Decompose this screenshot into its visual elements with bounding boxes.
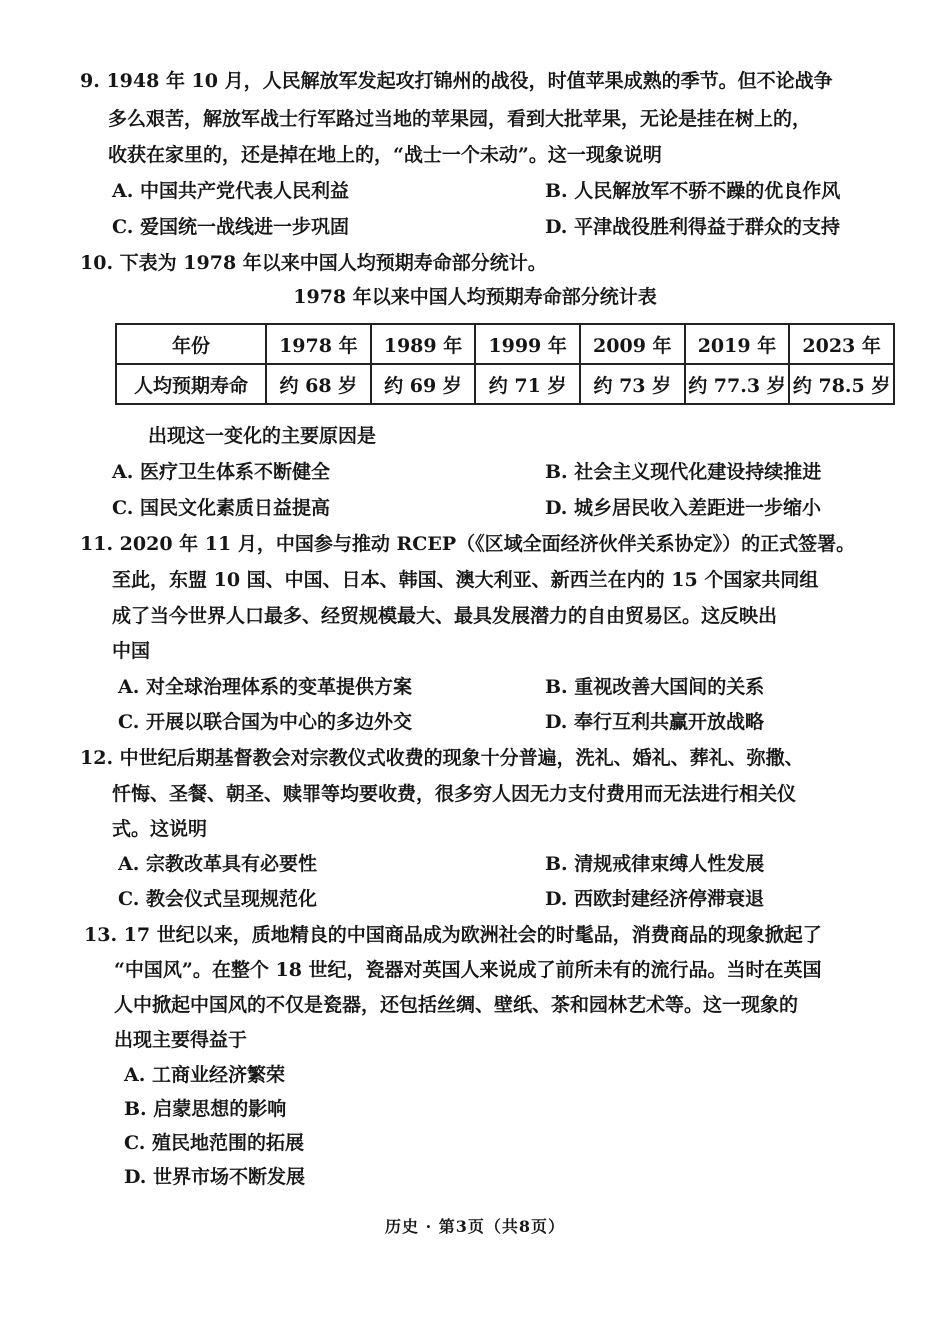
table-value-cell: 约 77.3 岁 [685, 364, 790, 404]
table-year-cell: 2009 年 [580, 324, 685, 364]
q11-option-c: C. 开展以联合国为中心的多边外交 [118, 711, 413, 733]
q13-option-a: A. 工商业经济繁荣 [124, 1064, 285, 1086]
q10-option-d: D. 城乡居民收入差距进一步缩小 [545, 497, 822, 519]
table-year-cell: 2019 年 [685, 324, 790, 364]
q10-option-a: A. 医疗卫生体系不断健全 [112, 461, 330, 483]
q12-option-c: C. 教会仪式呈现规范化 [118, 888, 318, 910]
life-expectancy-table [115, 323, 895, 405]
q13-option-b: B. 启蒙思想的影响 [124, 1098, 287, 1120]
table-title: 1978 年以来中国人均预期寿命部分统计表 [293, 286, 657, 308]
q13-line-1: 13. 17 世纪以来，质地精良的中国商品成为欧洲社会的时髦品，消费商品的现象掀起了 [84, 924, 822, 946]
table-value-cell: 约 68 岁 [266, 364, 371, 404]
q12-line-1: 12. 中世纪后期基督教会对宗教仪式收费的现象十分普遍，洗礼、婚礼、葬礼、弥撒、 [80, 747, 804, 769]
q13-line-2: “中国风”。在整个 18 世纪，瓷器对英国人来说成了前所未有的流行品。当时在英国 [114, 959, 822, 981]
q11-option-a: A. 对全球治理体系的变革提供方案 [118, 676, 412, 698]
q11-line-3: 成了当今世界人口最多、经贸规模最大、最具发展潜力的自由贸易区。这反映出 [112, 605, 778, 627]
q12-option-a: A. 宗教改革具有必要性 [118, 853, 317, 875]
q11-line-4: 中国 [112, 640, 151, 662]
q9-line-1: 9. 1948 年 10 月，人民解放军发起攻打锦州的战役，时值苹果成熟的季节。但不论战争 [80, 70, 833, 92]
q13-line-3: 人中掀起中国风的不仅是瓷器，还包括丝绸、壁纸、茶和园林艺术等。这一现象的 [114, 994, 799, 1016]
q11-line-1: 11. 2020 年 11 月，中国参与推动 RCEP（《区域全面经济伙伴关系协定》）的正式签署。 [80, 533, 856, 555]
q9-line-2: 多么艰苦，解放军战士行军路过当地的苹果园，看到大批苹果，无论是挂在树上的， [108, 108, 812, 130]
q12-option-b: B. 清规戒律束缚人性发展 [545, 853, 765, 875]
table-header-label: 年份 [116, 324, 266, 364]
table-value-cell: 约 73 岁 [580, 364, 685, 404]
table-year-cell: 1989 年 [371, 324, 476, 364]
table-value-cell: 约 71 岁 [475, 364, 580, 404]
q9-option-a: A. 中国共产党代表人民利益 [112, 180, 349, 202]
q10-question: 出现这一变化的主要原因是 [148, 425, 377, 447]
table-year-cell: 2023 年 [789, 324, 894, 364]
q10-option-b: B. 社会主义现代化建设持续推进 [545, 461, 822, 483]
table-value-cell: 约 69 岁 [371, 364, 476, 404]
q9-line-3: 收获在家里的，还是掉在地上的，“战士一个未动”。这一现象说明 [108, 144, 662, 166]
q12-line-3: 式。这说明 [112, 818, 208, 840]
q10-option-c: C. 国民文化素质日益提高 [112, 497, 331, 519]
table-value-row [116, 364, 894, 404]
q12-option-d: D. 西欧封建经济停滞衰退 [545, 888, 765, 910]
q13-line-4: 出现主要得益于 [114, 1029, 248, 1051]
q10-stem: 10. 下表为 1978 年以来中国人均预期寿命部分统计。 [80, 252, 547, 274]
q11-line-2: 至此，东盟 10 国、中国、日本、韩国、澳大利亚、新西兰在内的 15 个国家共同组 [112, 569, 819, 591]
table-value-cell: 约 78.5 岁 [789, 364, 894, 404]
q11-option-b: B. 重视改善大国间的关系 [545, 676, 765, 698]
q11-option-d: D. 奉行互利共赢开放战略 [545, 711, 765, 733]
q13-option-d: D. 世界市场不断发展 [124, 1166, 306, 1188]
table-row-label: 人均预期寿命 [116, 364, 266, 404]
q12-line-2: 忏悔、圣餐、朝圣、赎罪等均要收费，很多穷人因无力支付费用而无法进行相关仪 [112, 783, 797, 805]
table-year-cell: 1999 年 [475, 324, 580, 364]
q13-option-c: C. 殖民地范围的拓展 [124, 1132, 305, 1154]
q9-option-c: C. 爱国统一战线进一步巩固 [112, 216, 350, 238]
q9-option-b: B. 人民解放军不骄不躁的优良作风 [545, 180, 841, 202]
q9-option-d: D. 平津战役胜利得益于群众的支持 [545, 216, 841, 238]
table-year-cell: 1978 年 [266, 324, 371, 364]
table-header-row [116, 324, 894, 364]
page-footer: 历史 · 第3页（共8页） [385, 1217, 565, 1236]
